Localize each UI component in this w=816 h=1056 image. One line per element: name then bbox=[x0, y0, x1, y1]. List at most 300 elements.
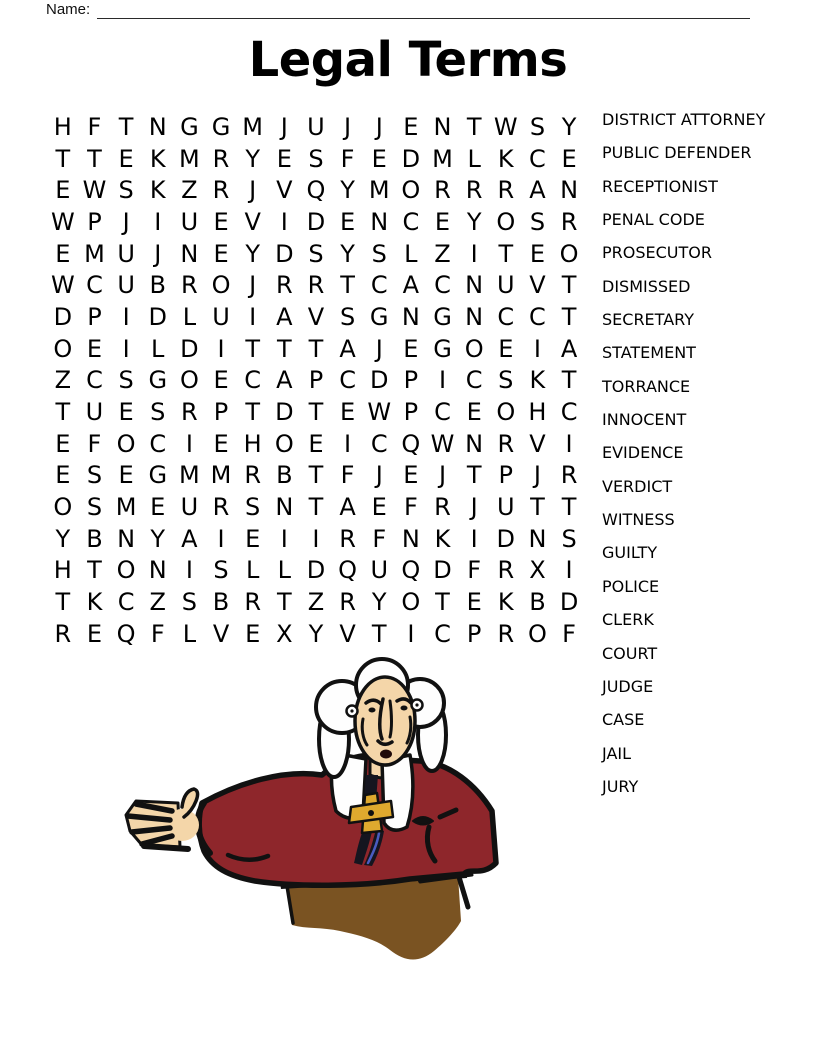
grid-letter: S bbox=[150, 398, 166, 427]
grid-letter: C bbox=[402, 207, 420, 236]
grid-letter: D bbox=[180, 334, 199, 363]
grid-letter: O bbox=[211, 271, 231, 300]
grid-letter: Y bbox=[150, 524, 166, 553]
grid-letter: J bbox=[249, 176, 257, 205]
grid-letter: U bbox=[497, 493, 515, 522]
grid-letter: Q bbox=[116, 619, 136, 648]
grid-letter: I bbox=[470, 524, 478, 553]
grid-letter: D bbox=[401, 144, 421, 173]
grid-letter: K bbox=[497, 588, 514, 617]
grid-letter: X bbox=[276, 619, 293, 648]
grid-letter: F bbox=[562, 619, 576, 648]
grid-letter: E bbox=[371, 493, 387, 522]
grid-letter: D bbox=[53, 302, 73, 331]
grid-letter: E bbox=[276, 144, 292, 173]
judge-left-hand bbox=[126, 789, 199, 849]
grid-letter: L bbox=[467, 144, 481, 173]
grid-letter: C bbox=[117, 588, 135, 617]
grid-letter: T bbox=[308, 461, 324, 490]
grid-letter: E bbox=[561, 144, 577, 173]
word-list-item: VERDICT bbox=[602, 476, 673, 496]
grid-letter: C bbox=[560, 398, 578, 427]
grid-letter: A bbox=[529, 176, 546, 205]
grid-letter: P bbox=[87, 302, 102, 331]
grid-letter: R bbox=[307, 271, 325, 300]
grid-letter: T bbox=[530, 493, 545, 522]
grid-letter: E bbox=[434, 207, 451, 236]
grid-letter: J bbox=[375, 334, 383, 363]
grid-letter: R bbox=[212, 493, 230, 522]
grid-letter: R bbox=[497, 176, 515, 205]
grid-letter: N bbox=[180, 239, 199, 268]
word-list-item: CLERK bbox=[602, 610, 654, 630]
grid-letter: C bbox=[370, 271, 388, 300]
grid-letter: J bbox=[122, 207, 130, 236]
word-list bbox=[602, 103, 765, 803]
grid-letter: Y bbox=[308, 619, 324, 648]
grid-letter: I bbox=[565, 429, 573, 458]
name-row bbox=[46, 1, 750, 19]
grid-letter: C bbox=[529, 302, 546, 331]
grid-letter: W bbox=[82, 176, 107, 205]
grid-letter: S bbox=[245, 493, 261, 522]
grid-letter: H bbox=[528, 398, 547, 427]
grid-letter: A bbox=[276, 302, 293, 331]
grid-letter: Z bbox=[54, 366, 72, 395]
grid-letter: O bbox=[401, 176, 421, 205]
grid-letter: I bbox=[122, 334, 130, 363]
grid-letter: U bbox=[307, 112, 325, 141]
word-list-item: COURT bbox=[602, 643, 658, 663]
grid-letter: P bbox=[403, 398, 419, 427]
grid-letter: N bbox=[465, 302, 484, 331]
grid-letter: O bbox=[496, 398, 516, 427]
grid-letter: E bbox=[340, 207, 356, 236]
grid-letter: C bbox=[529, 144, 546, 173]
grid-letter: Y bbox=[466, 207, 482, 236]
grid-letter: E bbox=[213, 239, 229, 268]
grid-letter: D bbox=[369, 366, 389, 395]
grid-letter: A bbox=[181, 524, 198, 553]
grid-letter: I bbox=[185, 556, 193, 585]
grid-letter: R bbox=[212, 176, 230, 205]
grid-letter: V bbox=[339, 619, 356, 648]
grid-letter: R bbox=[497, 556, 515, 585]
grid-letter: P bbox=[87, 207, 102, 236]
grid-letter: E bbox=[403, 334, 419, 363]
grid-letter: C bbox=[434, 619, 451, 648]
grid-letter: C bbox=[465, 366, 483, 395]
grid-letter: S bbox=[181, 588, 197, 617]
grid-letter: K bbox=[529, 366, 546, 395]
grid-letter: E bbox=[86, 619, 103, 648]
grid-letter: M bbox=[84, 239, 105, 268]
grid-letter: P bbox=[466, 619, 482, 648]
grid-letter: P bbox=[308, 366, 324, 395]
grid-letter: N bbox=[148, 112, 167, 141]
word-list-item: GUILTY bbox=[602, 543, 658, 563]
grid-letter: F bbox=[340, 144, 355, 173]
grid-letter: R bbox=[497, 429, 515, 458]
grid-letter: Z bbox=[434, 239, 451, 268]
grid-letter: C bbox=[244, 366, 262, 395]
grid-letter: I bbox=[280, 207, 288, 236]
grid-letter: E bbox=[466, 588, 482, 617]
grid-letter: R bbox=[339, 524, 356, 553]
grid-letter: O bbox=[53, 334, 73, 363]
grid-letter: R bbox=[465, 176, 483, 205]
grid-letter: T bbox=[435, 588, 450, 617]
grid-letter: U bbox=[212, 302, 230, 331]
grid-letter: E bbox=[213, 207, 229, 236]
grid-letter: T bbox=[308, 398, 324, 427]
grid-letter: J bbox=[438, 461, 447, 490]
grid-letter: J bbox=[533, 461, 541, 490]
grid-letter: D bbox=[306, 207, 326, 236]
grid-letter: D bbox=[275, 239, 294, 268]
grid-letter: B bbox=[149, 271, 166, 300]
grid-letter: B bbox=[276, 461, 293, 490]
grid-letter: U bbox=[180, 493, 199, 522]
grid-letter: I bbox=[533, 334, 541, 363]
grid-letter: A bbox=[402, 271, 420, 300]
grid-letter: D bbox=[148, 302, 167, 331]
grid-letter: R bbox=[434, 176, 451, 205]
grid-letter: S bbox=[371, 239, 387, 268]
grid-letter: J bbox=[470, 493, 478, 522]
grid-letter: T bbox=[498, 239, 514, 268]
grid-letter: I bbox=[217, 524, 225, 553]
grid-letter: F bbox=[372, 524, 387, 553]
grid-letter: E bbox=[498, 334, 514, 363]
grid-letter: T bbox=[466, 112, 482, 141]
grid-letter: E bbox=[118, 144, 134, 173]
grid-letter: E bbox=[86, 334, 103, 363]
grid-letter: C bbox=[370, 429, 388, 458]
grid-letter: T bbox=[245, 334, 260, 363]
grid-letter: C bbox=[86, 271, 103, 300]
grid-letter: O bbox=[464, 334, 484, 363]
grid-letter: Z bbox=[181, 176, 198, 205]
grid-letter: T bbox=[276, 334, 292, 363]
word-list-item: PUBLIC DEFENDER bbox=[602, 143, 752, 163]
grid-letter: F bbox=[403, 493, 418, 522]
grid-letter: I bbox=[217, 334, 225, 363]
grid-letter: G bbox=[148, 366, 168, 395]
grid-letter: T bbox=[118, 112, 134, 141]
word-list-item: INNOCENT bbox=[602, 410, 687, 430]
grid-letter: G bbox=[433, 302, 452, 331]
grid-letter: O bbox=[116, 556, 136, 585]
grid-letter: E bbox=[308, 429, 324, 458]
grid-letter: K bbox=[86, 588, 103, 617]
grid-letter: L bbox=[404, 239, 418, 268]
grid-letter: M bbox=[210, 461, 232, 490]
grid-letter: T bbox=[55, 398, 71, 427]
word-list-item: SECRETARY bbox=[602, 310, 695, 330]
word-list-item: JAIL bbox=[602, 743, 632, 763]
grid-letter: L bbox=[151, 334, 165, 363]
name-label: Name: bbox=[46, 1, 91, 18]
grid-letter: N bbox=[275, 493, 294, 522]
grid-letter: Y bbox=[245, 144, 260, 173]
grid-letter: G bbox=[369, 302, 389, 331]
grid-letter: S bbox=[213, 556, 229, 585]
grid-letter: O bbox=[116, 429, 136, 458]
grid-letter: Y bbox=[371, 588, 387, 617]
grid-letter: R bbox=[275, 271, 293, 300]
grid-letter: V bbox=[307, 302, 325, 331]
grid-letter: R bbox=[212, 144, 230, 173]
grid-letter: N bbox=[433, 112, 452, 141]
grid-letter: Y bbox=[245, 239, 260, 268]
grid-letter: W bbox=[50, 271, 75, 300]
grid-letter: E bbox=[118, 461, 134, 490]
grid-letter: F bbox=[87, 429, 102, 458]
word-list-item: STATEMENT bbox=[602, 343, 696, 363]
grid-letter: T bbox=[561, 302, 577, 331]
grid-letter: C bbox=[497, 302, 515, 331]
grid-letter: F bbox=[150, 619, 165, 648]
grid-letter: U bbox=[180, 207, 199, 236]
grid-letter: T bbox=[55, 588, 71, 617]
grid-letter: E bbox=[55, 461, 71, 490]
grid-letter: C bbox=[149, 429, 167, 458]
grid-letter: I bbox=[185, 429, 193, 458]
grid-letter: V bbox=[276, 176, 293, 205]
grid-letter: S bbox=[86, 493, 103, 522]
grid-letter: V bbox=[212, 619, 230, 648]
grid-letter: A bbox=[339, 334, 356, 363]
grid-letter: U bbox=[117, 271, 135, 300]
grid-letter: Q bbox=[306, 176, 326, 205]
grid-letter: E bbox=[213, 429, 229, 458]
grid-letter: Z bbox=[307, 588, 325, 617]
grid-letter: C bbox=[339, 366, 356, 395]
grid-letter: U bbox=[117, 239, 135, 268]
grid-letter: T bbox=[245, 398, 260, 427]
judge-illustration bbox=[120, 655, 520, 965]
grid-letter: S bbox=[339, 302, 356, 331]
grid-letter: S bbox=[118, 366, 134, 395]
grid-letter: T bbox=[308, 334, 324, 363]
grid-letter: N bbox=[401, 302, 420, 331]
grid-letter: T bbox=[55, 144, 71, 173]
grid-letter: S bbox=[86, 461, 103, 490]
grid-letter: R bbox=[54, 619, 72, 648]
grid-letter: C bbox=[434, 398, 451, 427]
grid-letter: N bbox=[528, 524, 547, 553]
grid-letter: N bbox=[148, 556, 167, 585]
word-list-item: PROSECUTOR bbox=[602, 243, 712, 263]
grid-letter: G bbox=[433, 334, 452, 363]
grid-letter: F bbox=[340, 461, 355, 490]
grid-letter: E bbox=[245, 619, 261, 648]
grid-letter: R bbox=[244, 588, 261, 617]
grid-letter: G bbox=[180, 112, 199, 141]
grid-letter: R bbox=[497, 619, 515, 648]
grid-letter: Z bbox=[149, 588, 166, 617]
grid-letter: J bbox=[344, 112, 352, 141]
grid-letter: J bbox=[280, 112, 288, 141]
grid-letter: P bbox=[213, 398, 229, 427]
grid-letter: W bbox=[367, 398, 392, 427]
word-search-grid bbox=[47, 111, 585, 650]
grid-letter: T bbox=[87, 556, 102, 585]
grid-letter: V bbox=[244, 207, 261, 236]
word-list-item: JUDGE bbox=[602, 676, 654, 696]
grid-letter: H bbox=[53, 556, 72, 585]
grid-letter: I bbox=[470, 239, 478, 268]
grid-letter: R bbox=[560, 207, 578, 236]
grid-letter: M bbox=[179, 144, 200, 173]
grid-letter: B bbox=[212, 588, 230, 617]
grid-letter: J bbox=[154, 239, 162, 268]
grid-letter: P bbox=[498, 461, 514, 490]
grid-letter: E bbox=[118, 398, 134, 427]
grid-letter: E bbox=[340, 398, 356, 427]
grid-letter: N bbox=[117, 524, 136, 553]
grid-letter: S bbox=[308, 144, 324, 173]
grid-letter: D bbox=[559, 588, 579, 617]
grid-letter: R bbox=[181, 398, 198, 427]
grid-letter: T bbox=[561, 493, 577, 522]
grid-letter: M bbox=[368, 176, 390, 205]
grid-letter: I bbox=[565, 556, 573, 585]
grid-letter: T bbox=[561, 271, 577, 300]
grid-letter: E bbox=[403, 461, 419, 490]
word-list-item: RECEPTIONIST bbox=[602, 176, 718, 196]
grid-letter: B bbox=[529, 588, 546, 617]
grid-letter: I bbox=[407, 619, 415, 648]
judge-svg bbox=[120, 655, 520, 965]
grid-letter: X bbox=[529, 556, 546, 585]
grid-letter: M bbox=[432, 144, 453, 173]
word-list-item: PENAL CODE bbox=[602, 210, 705, 230]
grid-letter: H bbox=[53, 112, 72, 141]
word-list-item: DISMISSED bbox=[602, 276, 691, 296]
grid-letter: Y bbox=[55, 524, 71, 553]
grid-letter: C bbox=[86, 366, 103, 395]
grid-letter: B bbox=[86, 524, 103, 553]
grid-letter: T bbox=[466, 461, 482, 490]
grid-letter: U bbox=[370, 556, 389, 585]
grid-letter: R bbox=[560, 461, 578, 490]
grid-letter: Y bbox=[340, 239, 355, 268]
grid-letter: W bbox=[493, 112, 518, 141]
name-blank-line bbox=[97, 2, 750, 19]
grid-letter: Q bbox=[401, 429, 421, 458]
grid-letter: S bbox=[498, 366, 514, 395]
word-list-item: POLICE bbox=[602, 576, 660, 596]
grid-letter: D bbox=[306, 556, 326, 585]
word-list-item: WITNESS bbox=[602, 510, 675, 530]
grid-letter: M bbox=[179, 461, 200, 490]
grid-letter: K bbox=[149, 176, 166, 205]
grid-letter: T bbox=[340, 271, 355, 300]
grid-letter: S bbox=[529, 207, 546, 236]
grid-letter: T bbox=[561, 366, 577, 395]
grid-letter: L bbox=[277, 556, 291, 585]
grid-letter: A bbox=[276, 366, 293, 395]
grid-letter: O bbox=[401, 588, 421, 617]
grid-letter: Y bbox=[561, 112, 577, 141]
word-list-item: DISTRICT ATTORNEY bbox=[602, 110, 766, 129]
word-list-item: TORRANCE bbox=[602, 376, 691, 396]
grid-letter: O bbox=[179, 366, 199, 395]
grid-letter: U bbox=[497, 271, 515, 300]
grid-letter: M bbox=[242, 112, 264, 141]
puzzle-title: Legal Terms bbox=[248, 32, 568, 88]
grid-letter: E bbox=[55, 429, 71, 458]
grid-letter: V bbox=[529, 271, 546, 300]
grid-letter: R bbox=[434, 493, 451, 522]
grid-letter: F bbox=[87, 112, 102, 141]
grid-letter: Q bbox=[401, 556, 421, 585]
grid-letter: F bbox=[467, 556, 482, 585]
grid-letter: U bbox=[85, 398, 104, 427]
grid-letter: E bbox=[466, 398, 482, 427]
grid-letter: I bbox=[312, 524, 320, 553]
grid-letter: E bbox=[150, 493, 166, 522]
grid-letter: D bbox=[433, 556, 452, 585]
grid-letter: J bbox=[375, 461, 383, 490]
grid-letter: A bbox=[339, 493, 356, 522]
grid-letter: T bbox=[371, 619, 387, 648]
grid-letter: G bbox=[148, 461, 168, 490]
grid-letter: I bbox=[122, 302, 130, 331]
grid-letter: K bbox=[149, 144, 166, 173]
grid-letter: I bbox=[154, 207, 162, 236]
grid-letter: C bbox=[434, 271, 451, 300]
grid-letter: W bbox=[50, 207, 75, 236]
grid-letter: W bbox=[430, 429, 455, 458]
grid-letter: E bbox=[55, 239, 71, 268]
grid-letter: V bbox=[529, 429, 546, 458]
grid-letter: R bbox=[181, 271, 198, 300]
grid-letter: E bbox=[403, 112, 419, 141]
grid-letter: O bbox=[496, 207, 516, 236]
grid-letter: H bbox=[243, 429, 262, 458]
grid-letter: E bbox=[213, 366, 229, 395]
grid-letter: I bbox=[438, 366, 447, 395]
grid-letter: N bbox=[370, 207, 389, 236]
grid-letter: I bbox=[249, 302, 257, 331]
word-list-item: EVIDENCE bbox=[602, 443, 684, 463]
grid-letter: M bbox=[115, 493, 137, 522]
grid-letter: L bbox=[182, 619, 197, 648]
word-list-item: JURY bbox=[602, 776, 639, 796]
grid-letter: K bbox=[497, 144, 514, 173]
grid-letter: J bbox=[375, 112, 383, 141]
grid-letter: O bbox=[559, 239, 579, 268]
grid-letter: N bbox=[465, 271, 484, 300]
grid-letter: O bbox=[53, 493, 73, 522]
grid-letter: O bbox=[527, 619, 547, 648]
grid-letter: P bbox=[403, 366, 419, 395]
grid-letter: S bbox=[308, 239, 324, 268]
grid-letter: G bbox=[211, 112, 231, 141]
grid-letter: S bbox=[118, 176, 134, 205]
grid-letter: S bbox=[561, 524, 577, 553]
grid-letter: R bbox=[339, 588, 356, 617]
grid-letter: Y bbox=[340, 176, 355, 205]
grid-letter: N bbox=[401, 524, 420, 553]
grid-letter: N bbox=[465, 429, 484, 458]
grid-letter: T bbox=[87, 144, 102, 173]
grid-letter: K bbox=[434, 524, 451, 553]
grid-letter: N bbox=[560, 176, 579, 205]
